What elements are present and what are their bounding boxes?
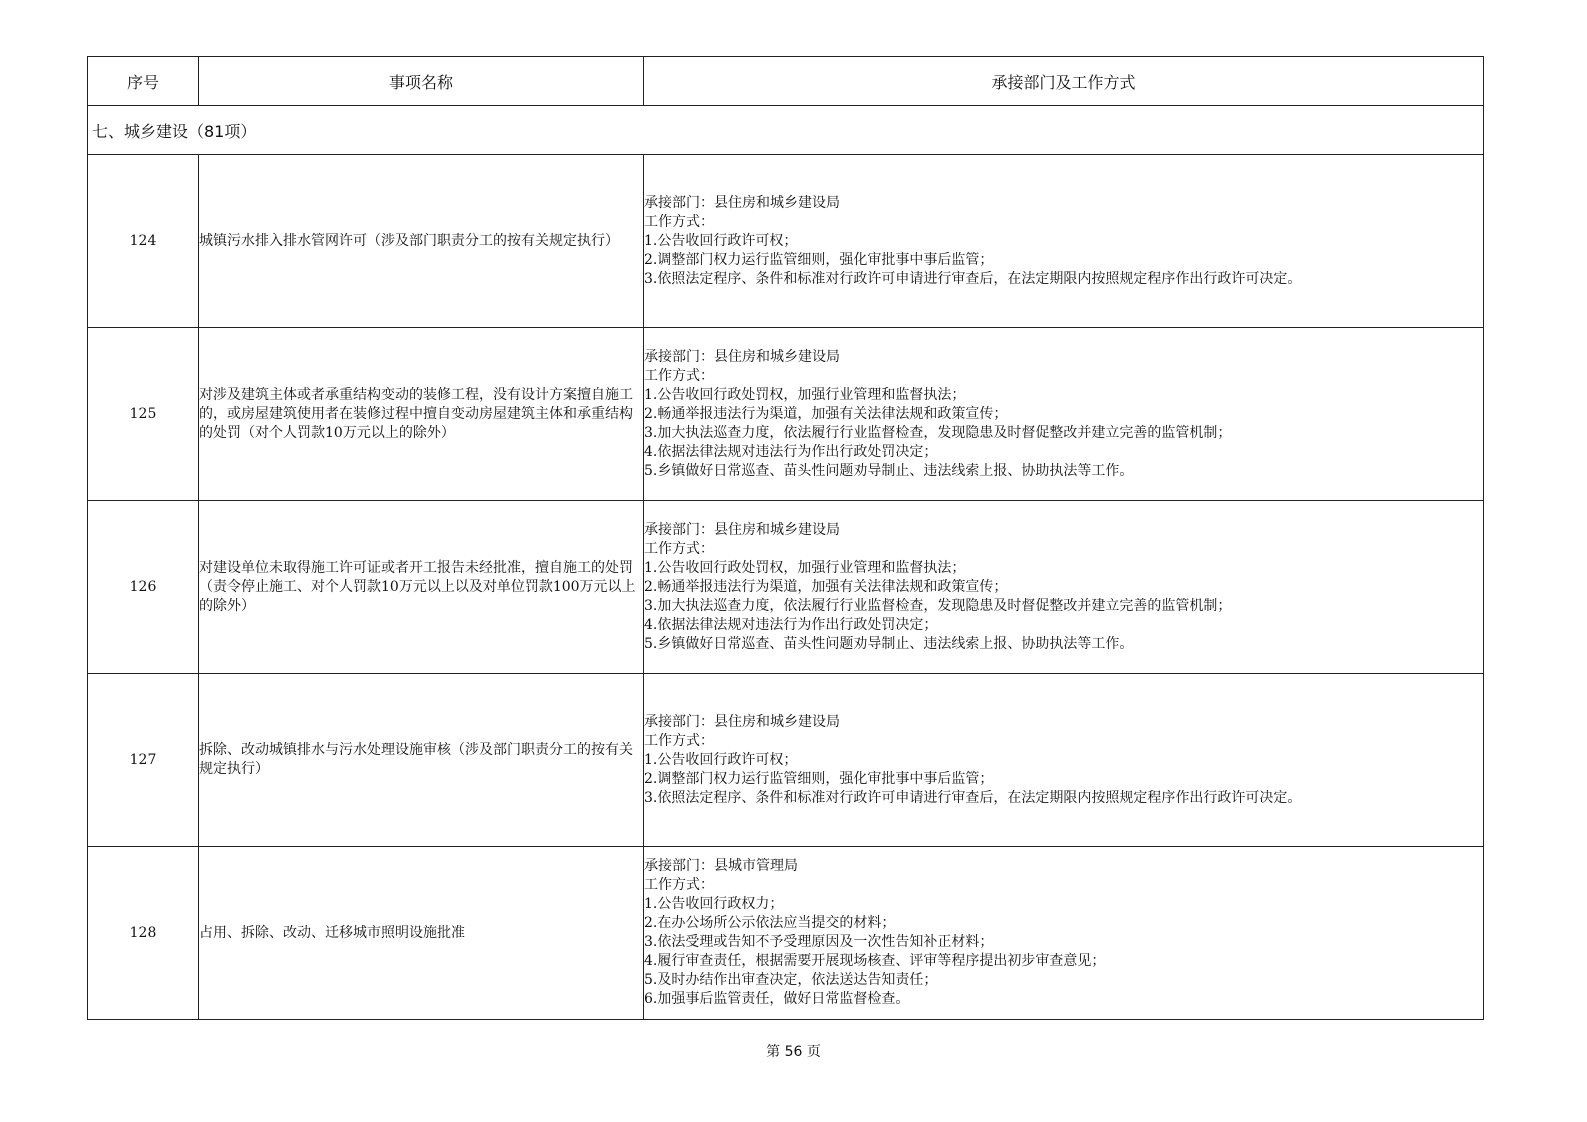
- method-line: 工作方式：: [644, 732, 714, 749]
- method-line: 3.依照法定程序、条件和标准对行政许可申请进行审查后，在法定期限内按照规定程序作出行政许可决定。: [644, 270, 1302, 287]
- header-no: 序号: [88, 57, 199, 106]
- method-line: 承接部门：县住房和城乡建设局: [644, 713, 840, 730]
- method-line: 2.畅通举报违法行为渠道，加强有关法律法规和政策宣传；: [644, 405, 1008, 422]
- method-line: 工作方式：: [644, 213, 714, 230]
- method-line: 1.公告收回行政许可权；: [644, 232, 798, 249]
- row-number: 125: [88, 328, 199, 501]
- row-number: 126: [88, 501, 199, 674]
- method-line: 1.公告收回行政许可权；: [644, 751, 798, 768]
- row-number: 127: [88, 674, 199, 847]
- method-line: 2.调整部门权力运行监管细则，强化审批事中事后监管；: [644, 770, 994, 787]
- row-name: 对涉及建筑主体或者承重结构变动的装修工程，没有设计方案擅自施工的，或房屋建筑使用者在装修过程中擅自变动房屋建筑主体和承重结构的处罚（对个人罚款10万元以上的除外）: [199, 328, 644, 501]
- table-row: [88, 155, 1484, 328]
- method-line: 5.及时办结作出审查决定，依法送达告知责任；: [644, 972, 938, 988]
- method-line: 工作方式：: [644, 540, 714, 557]
- method-line: 3.加大执法巡查力度，依法履行行业监督检查，发现隐患及时督促整改并建立完善的监管机制；: [644, 597, 1232, 614]
- table-row: [88, 501, 1484, 674]
- method-line: 工作方式：: [644, 877, 714, 893]
- method-line: 2.在办公场所公示依法应当提交的材料；: [644, 915, 896, 931]
- page-number: 第 56 页: [766, 1044, 821, 1060]
- table-row: [88, 328, 1484, 501]
- method-line: 2.畅通举报违法行为渠道，加强有关法律法规和政策宣传；: [644, 578, 1008, 595]
- header-name: 事项名称: [199, 57, 644, 106]
- row-method: [644, 328, 1484, 501]
- method-line: 3.加大执法巡查力度，依法履行行业监督检查，发现隐患及时督促整改并建立完善的监管机制；: [644, 424, 1232, 441]
- method-line: 4.依据法律法规对违法行为作出行政处罚决定；: [644, 443, 938, 460]
- row-number: 124: [88, 155, 199, 328]
- section-row: [88, 106, 1484, 155]
- row-name: 城镇污水排入排水管网许可（涉及部门职责分工的按有关规定执行）: [199, 155, 644, 328]
- section-title: 七、城乡建设（81项）: [88, 106, 1484, 155]
- table-header-row: [88, 57, 1484, 106]
- matters-table: [87, 56, 1484, 1020]
- method-line: 工作方式：: [644, 367, 714, 384]
- method-line: 承接部门：县住房和城乡建设局: [644, 194, 840, 211]
- method-line: 承接部门：县住房和城乡建设局: [644, 348, 840, 365]
- method-line: 承接部门：县住房和城乡建设局: [644, 521, 840, 538]
- row-name: 对建设单位未取得施工许可证或者开工报告未经批准，擅自施工的处罚（责令停止施工、对个人罚款10万元以上以及对单位罚款100万元以上的除外）: [199, 501, 644, 674]
- row-method: [644, 155, 1484, 328]
- row-name: 拆除、改动城镇排水与污水处理设施审核（涉及部门职责分工的按有关规定执行）: [199, 674, 644, 847]
- method-line: 4.履行审查责任，根据需要开展现场核查、评审等程序提出初步审查意见；: [644, 953, 1106, 969]
- row-name: 占用、拆除、改动、迁移城市照明设施批准: [199, 847, 644, 1020]
- row-method: [644, 847, 1484, 1020]
- table-row: [88, 847, 1484, 1020]
- method-line: 1.公告收回行政处罚权，加强行业管理和监督执法；: [644, 559, 966, 576]
- method-line: 3.依照法定程序、条件和标准对行政许可申请进行审查后，在法定期限内按照规定程序作出行政许可决定。: [644, 789, 1302, 806]
- method-line: 承接部门：县城市管理局: [644, 858, 798, 874]
- method-line: 1.公告收回行政权力；: [644, 896, 784, 912]
- method-line: 6.加强事后监管责任，做好日常监督检查。: [644, 991, 910, 1007]
- method-line: 5.乡镇做好日常巡查、苗头性问题劝导制止、违法线索上报、协助执法等工作。: [644, 635, 1134, 652]
- method-line: 5.乡镇做好日常巡查、苗头性问题劝导制止、违法线索上报、协助执法等工作。: [644, 462, 1134, 479]
- header-method: 承接部门及工作方式: [644, 57, 1484, 106]
- row-method: [644, 501, 1484, 674]
- table-row: [88, 674, 1484, 847]
- method-line: 4.依据法律法规对违法行为作出行政处罚决定；: [644, 616, 938, 633]
- row-number: 128: [88, 847, 199, 1020]
- method-line: 1.公告收回行政处罚权，加强行业管理和监督执法；: [644, 386, 966, 403]
- method-line: 2.调整部门权力运行监管细则，强化审批事中事后监管；: [644, 251, 994, 268]
- method-line: 3.依法受理或告知不予受理原因及一次性告知补正材料；: [644, 934, 994, 950]
- row-method: [644, 674, 1484, 847]
